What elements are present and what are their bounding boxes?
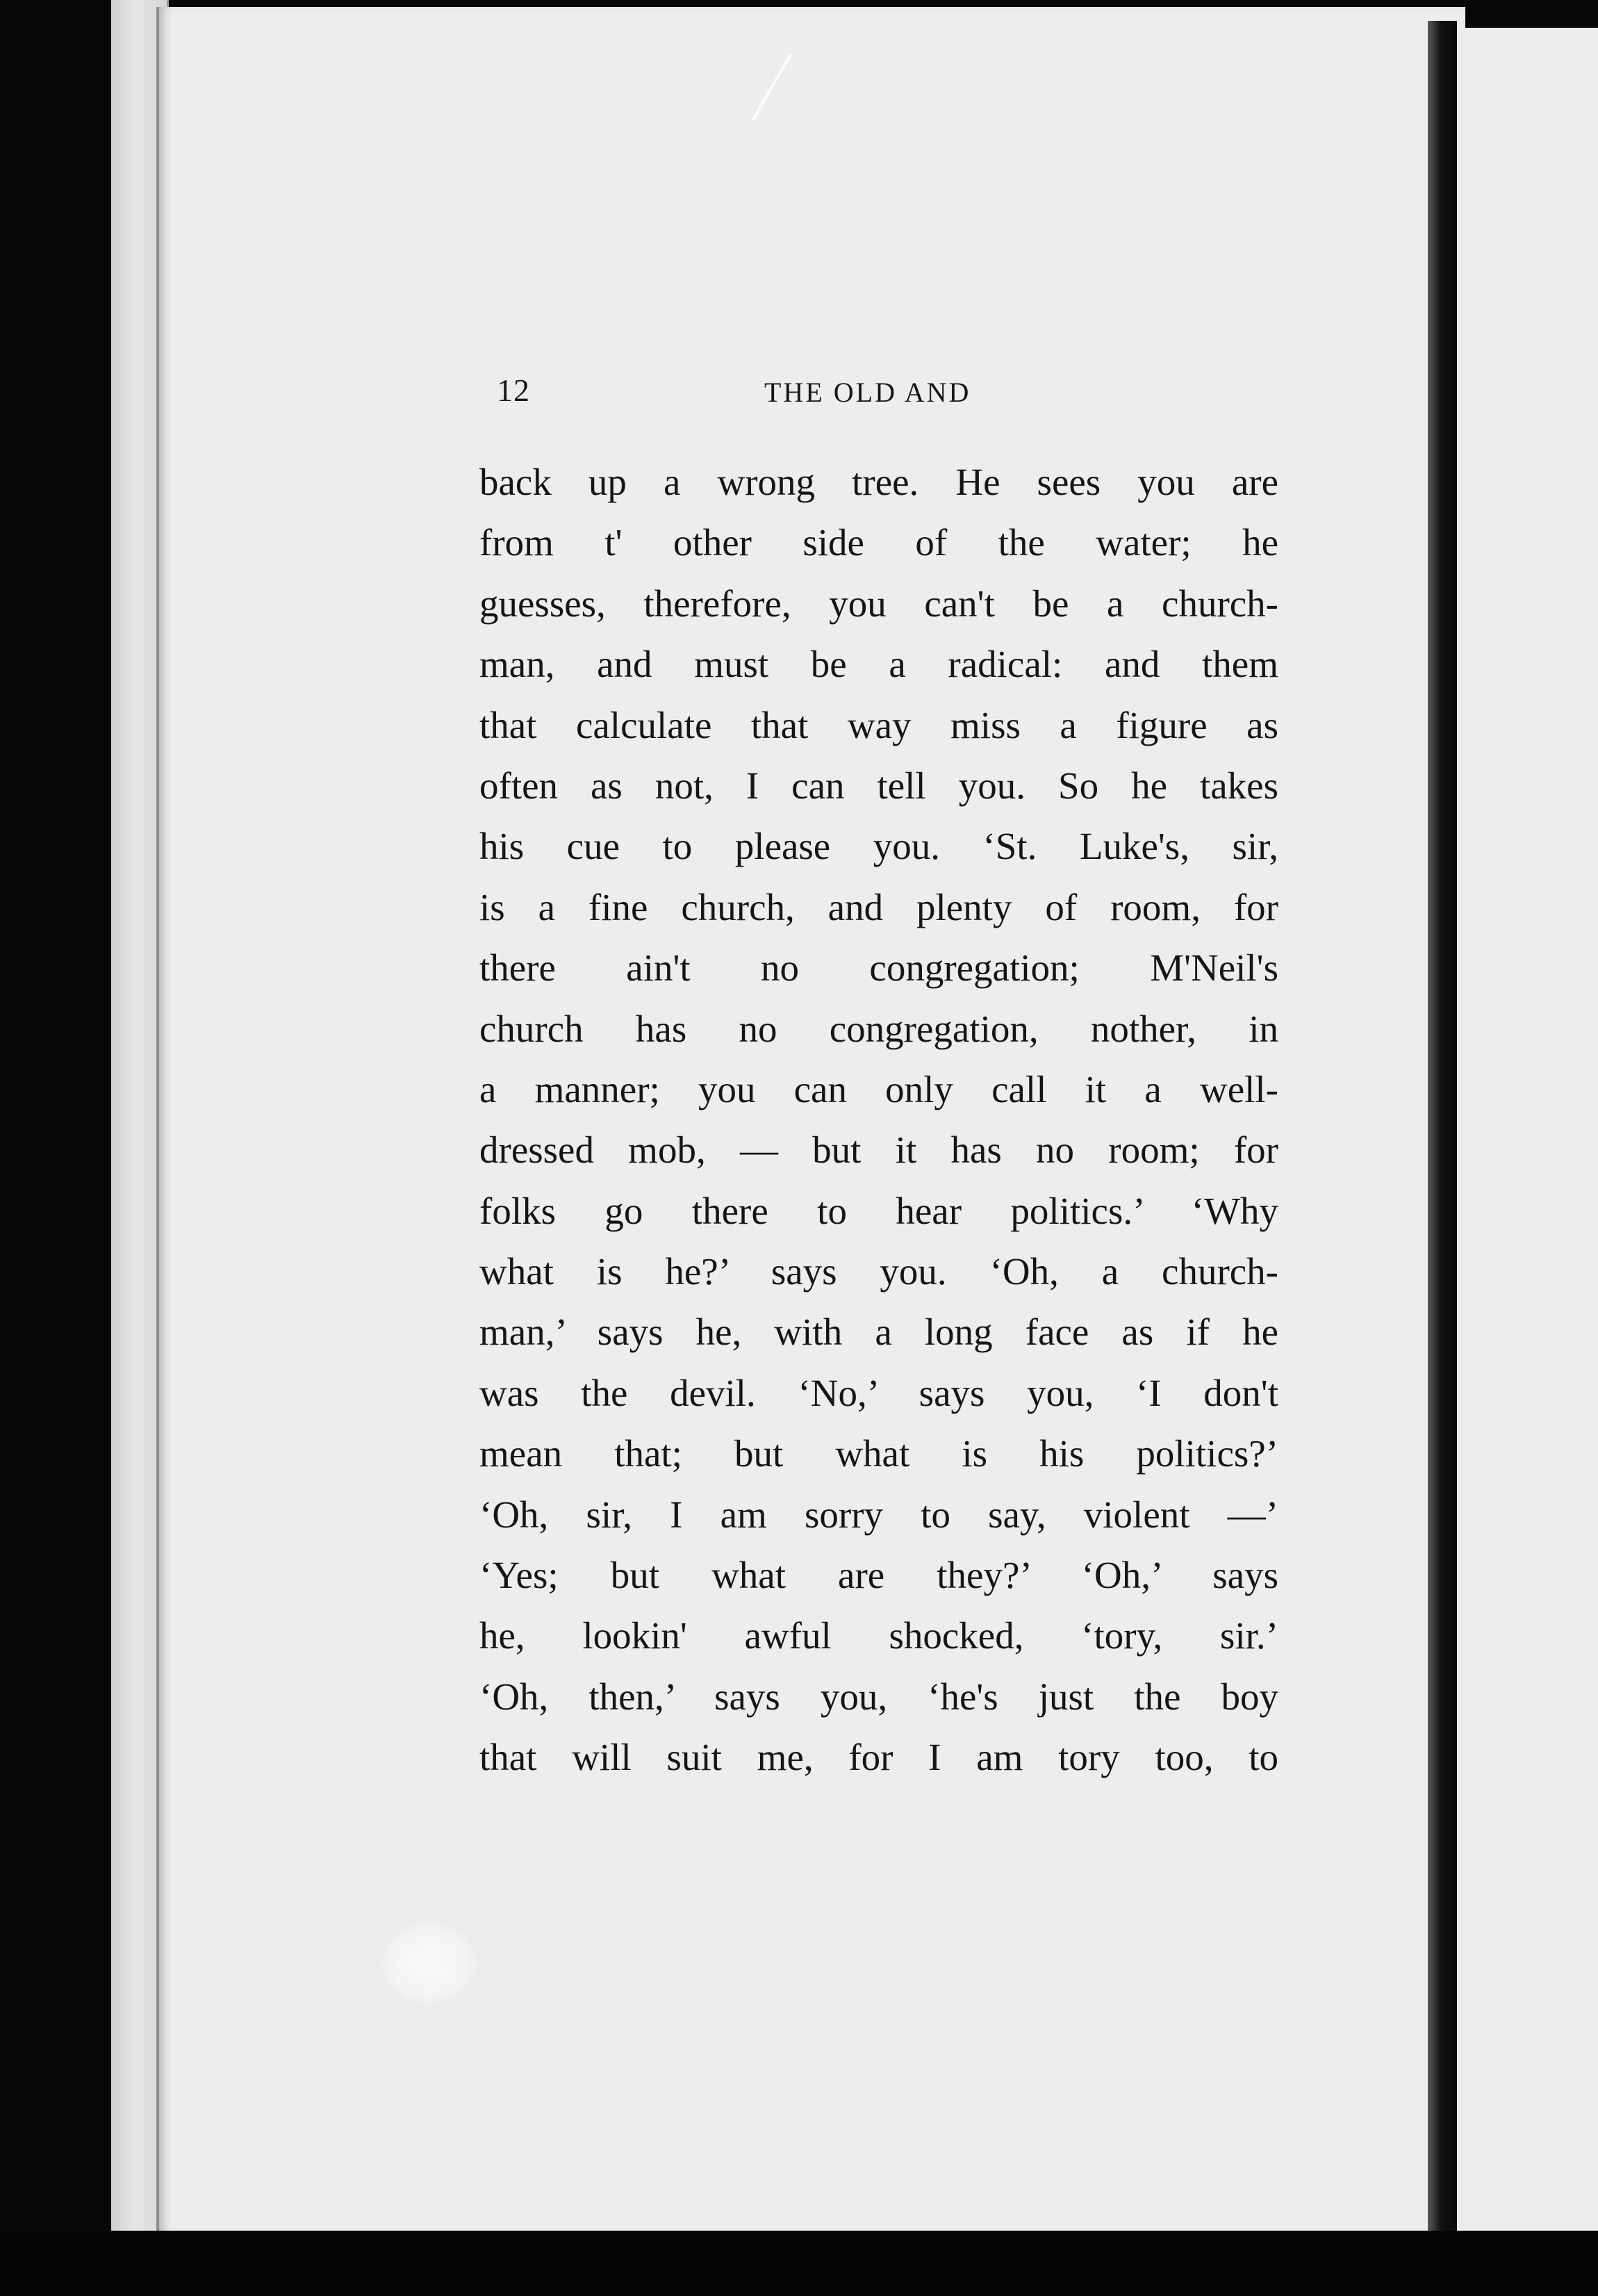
text-line: ‘Oh, then,’ says you, ‘he's just the boy [479, 1675, 1278, 1718]
text-line: from t' other side of the water; he [479, 521, 1278, 564]
text-line: dressed mob, — but it has no room; for [479, 1129, 1278, 1172]
text-line: man,’ says he, with a long face as if he [479, 1311, 1278, 1354]
text-line: his cue to please you. ‘St. Luke's, sir, [479, 825, 1278, 868]
text-line: back up a wrong tree. He sees you are [479, 461, 1278, 503]
text-line: a manner; you can only call it a well- [479, 1067, 1278, 1110]
text-line: ‘Yes; but what are they?’ ‘Oh,’ says [479, 1554, 1278, 1597]
text-line: is a fine church, and plenty of room, for [479, 885, 1278, 928]
text-line: guesses, therefore, you can't be a church- [479, 582, 1278, 625]
page-number: 12 [497, 372, 530, 408]
text-line: often as not, I can tell you. So he takes [479, 764, 1278, 807]
running-head [497, 372, 1331, 420]
text-line: he, lookin' awful shocked, ‘tory, sir.’ [479, 1614, 1278, 1657]
text-line: that calculate that way miss a figure as [479, 703, 1278, 746]
binding-gutter [1428, 21, 1457, 2231]
text-line: church has no congregation, nother, in [479, 1007, 1278, 1050]
text-line: was the devil. ‘No,’ says you, ‘I don't [479, 1371, 1278, 1414]
text-line: mean that; but what is his politics?’ [479, 1432, 1278, 1475]
text-line: ‘Oh, sir, I am sorry to say, violent —’ [479, 1493, 1278, 1536]
text-line: folks go there to hear politics.’ ‘Why [479, 1189, 1278, 1232]
bottom-scan-border [0, 2231, 1598, 2296]
body-text [479, 452, 1278, 1788]
scratch-mark [752, 53, 792, 120]
text-line: what is he?’ says you. ‘Oh, a church- [479, 1250, 1278, 1293]
text-line: man, and must be a radical: and them [479, 643, 1278, 686]
text-line: that will suit me, for I am tory too, to [479, 1736, 1278, 1779]
text-line: there ain't no congregation; M'Neil's [479, 946, 1278, 990]
next-page-edge [1457, 28, 1598, 2238]
paper-stain [380, 1921, 477, 2005]
running-head-title: THE OLD AND [764, 377, 971, 408]
